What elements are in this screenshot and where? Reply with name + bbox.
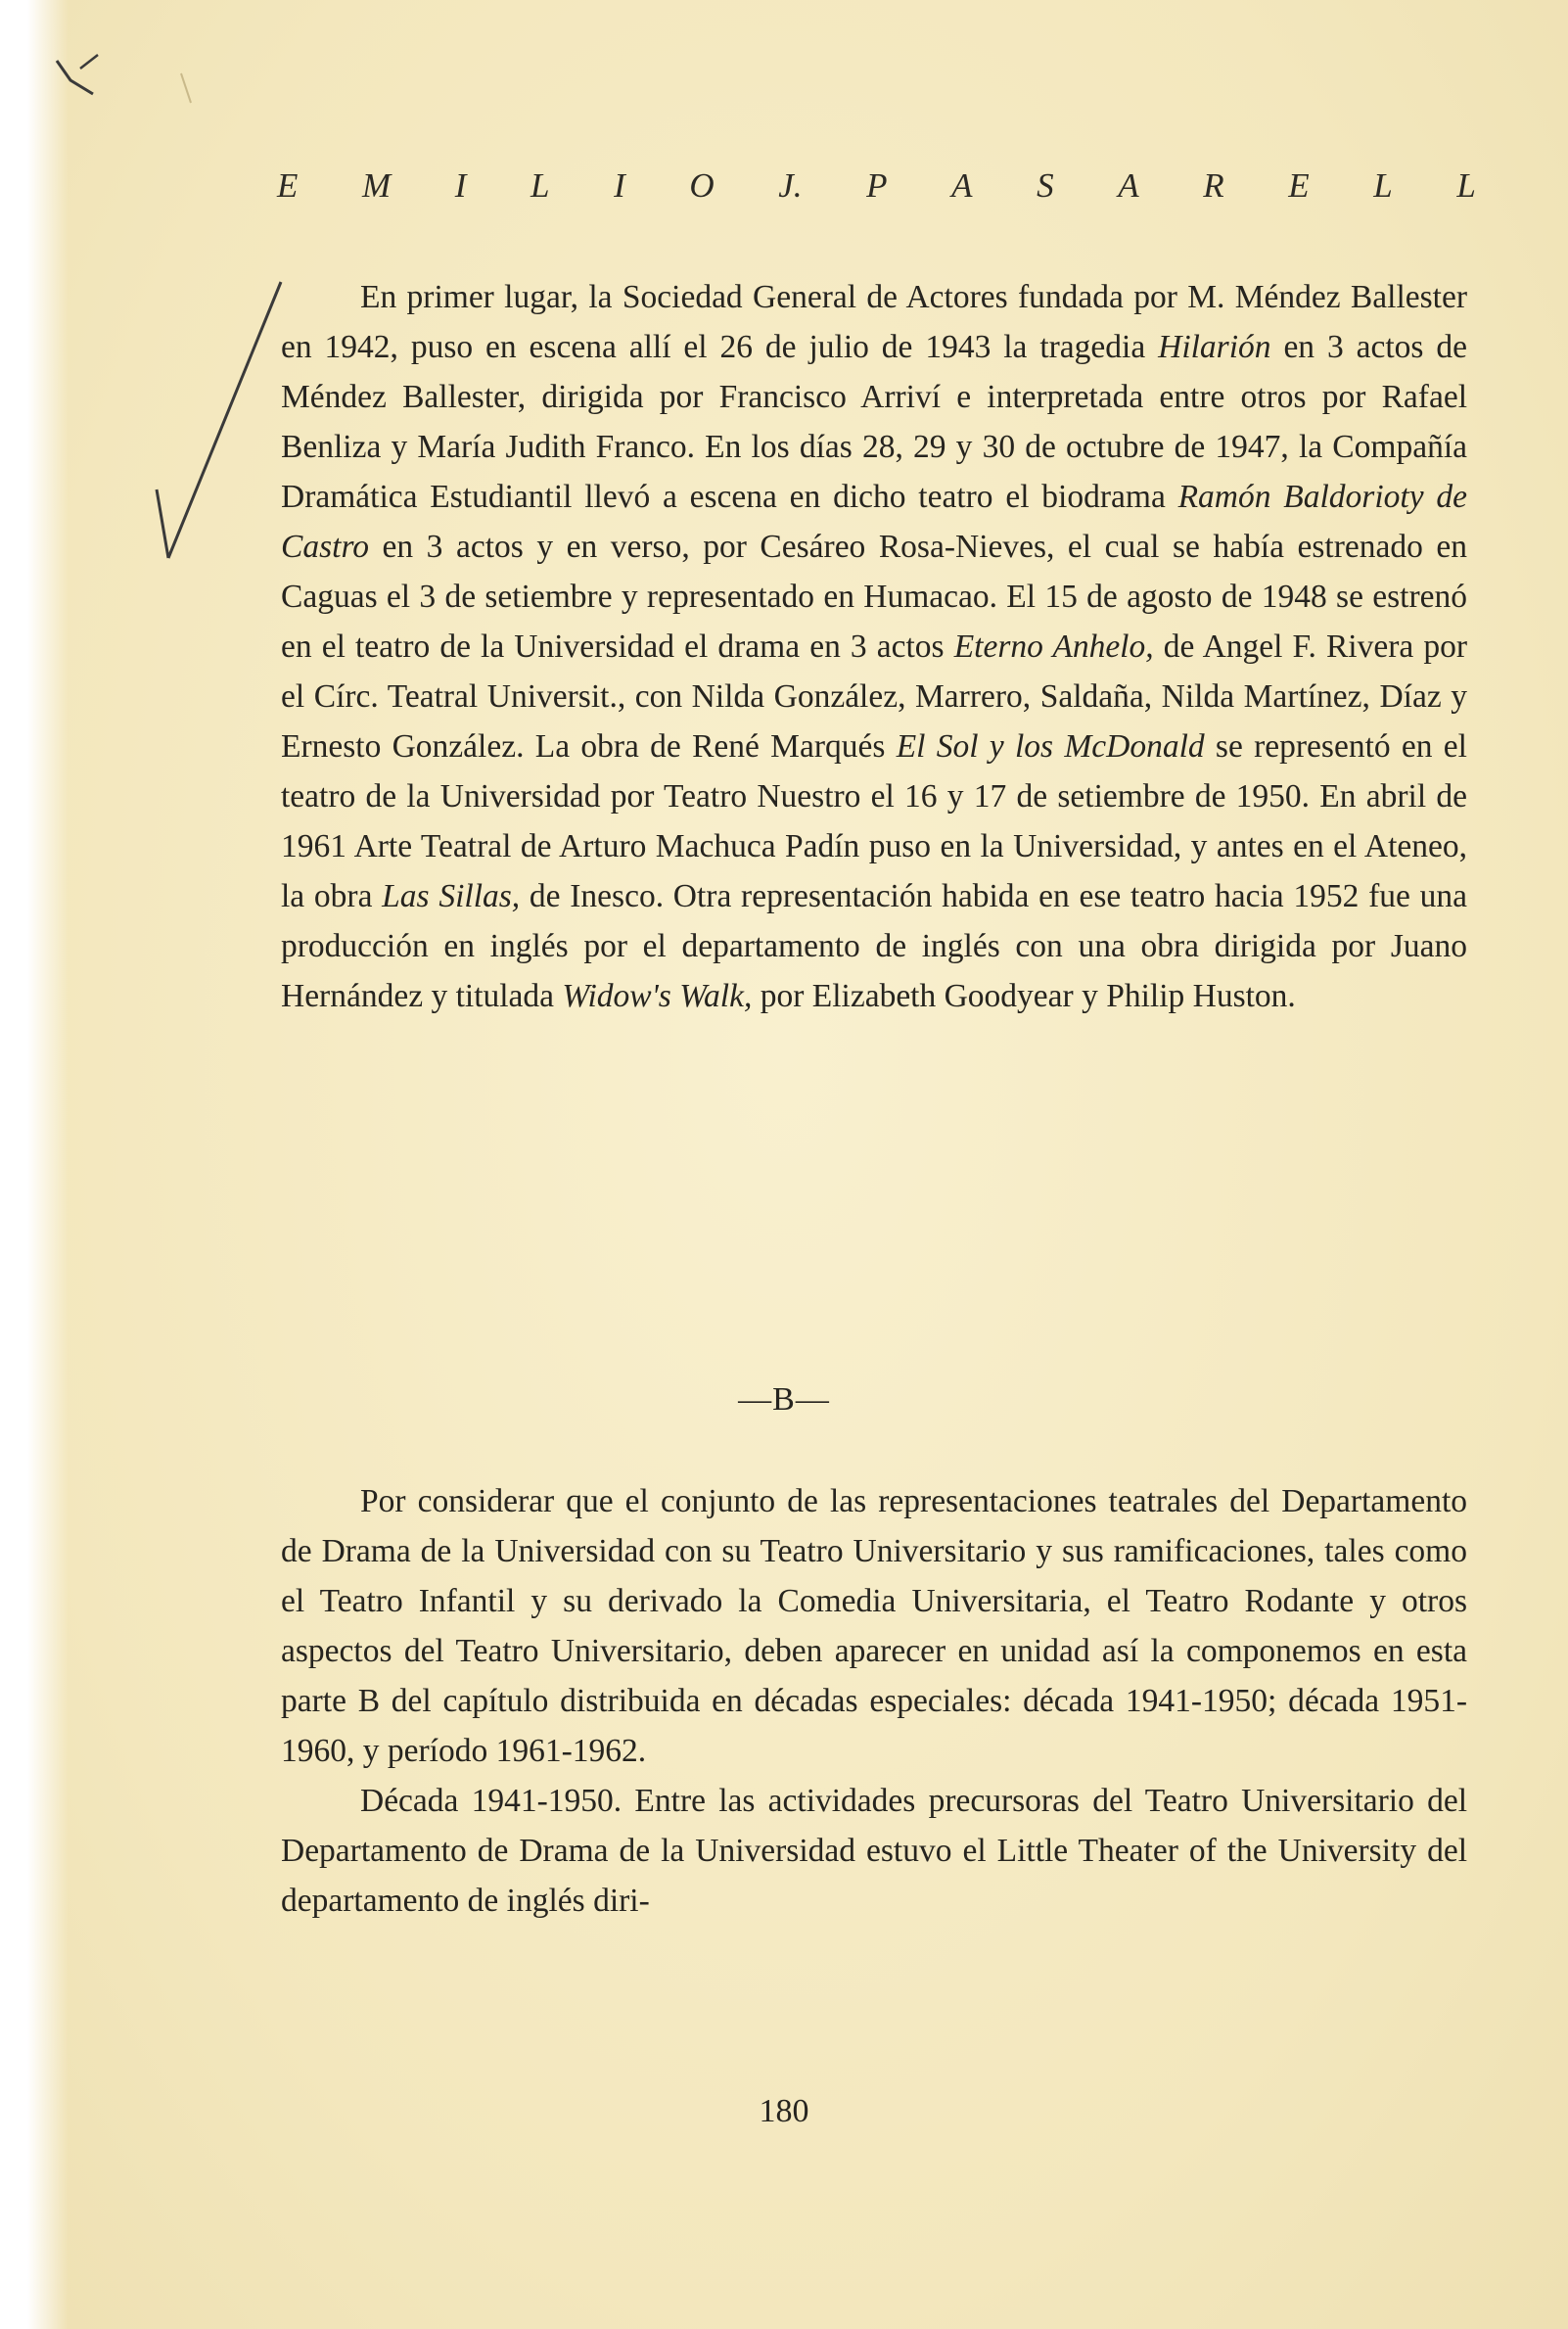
- paragraph-sociedad-general: [281, 272, 1467, 1021]
- title-el-sol-y-los-mcdonald: El Sol y los McDonald: [896, 728, 1205, 765]
- page-number: 180: [759, 2093, 809, 2129]
- paragraph-departamento-drama: Por considerar que el conjunto de las representaciones teatrales del Departamento de Drama de la Universidad con su Teatro Universitario y sus ramificaciones, tales como el Teatro Infantil y su derivado la Comedia Universitaria, el Teatro Rodante y otros aspectos del Teatro Universitario, deben aparecer en unidad así la componemos en esta parte B del capítulo distribuida en décadas especiales: década 1941-1950; década 1951-1960, y período 1961-1962.: [281, 1483, 1467, 1769]
- text-run: en 3 actos y en verso, por Cesáreo Rosa-Nieves, el cual se había estrenado en Caguas el 3 de setiembre y representado en Humacao. El 15 de agosto de 1948 se estrenó en el teatro de la Universidad el drama en 3 actos: [281, 529, 1467, 665]
- running-head-letter: J.: [778, 166, 803, 205]
- text-run: de Inesco. Otra representación habida en ese teatro hacia 1952 fue una producción en inglés por el departamento de inglés con una obra dirigida por Juano Hernández y titulada: [281, 878, 1467, 1014]
- title-las-sillas: Las Sillas,: [382, 878, 521, 914]
- running-head-letter: A: [1118, 166, 1139, 205]
- body-text-bottom: [281, 1476, 1467, 1926]
- text-run: En primer lugar, la Sociedad General de Actores fundada por M. Méndez Ballester en 1942, puso en escena allí el 26 de julio de 1943 la tragedia: [281, 279, 1467, 365]
- running-head-letter: M: [362, 166, 392, 205]
- running-head-letter: R: [1203, 166, 1224, 205]
- section-heading: —B—: [738, 1381, 830, 1418]
- title-eterno-anhelo: Eterno Anhelo,: [953, 629, 1154, 665]
- running-head-letter: I: [454, 166, 467, 205]
- running-head-letter: A: [951, 166, 973, 205]
- text-run: se representó en el teatro de la Universidad por Teatro Nuestro el 16 y 17 de setiembre de 1950. En abril de 1961 Arte Teatral de Arturo Machuca Padín puso en la Universidad, y antes en el Ateneo, la obra: [281, 728, 1467, 914]
- text-run: de Angel F. Rivera por el Círc. Teatral Universit., con Nilda González, Marrero, Saldaña, Nilda Martínez, Díaz y Ernesto González. La obra de René Marqués: [281, 629, 1467, 765]
- running-head-letter: L: [1373, 166, 1393, 205]
- title-widows-walk: Widow's Walk,: [562, 978, 753, 1014]
- body-text-top: [281, 272, 1467, 1021]
- running-head-letter: S: [1037, 166, 1054, 205]
- running-head-letter: E: [277, 166, 299, 205]
- running-head: [277, 166, 1476, 206]
- running-head-letter: E: [1288, 166, 1310, 205]
- running-head-letter: P: [866, 166, 888, 205]
- paragraph-decada-1941: Década 1941-1950. Entre las actividades precursoras del Teatro Universitario del Departamento de Drama de la Universidad estuvo el Little Theater of the University del departamento de inglés diri-: [281, 1783, 1467, 1919]
- text-run: en 3 actos de Méndez Ballester, dirigida por Francisco Arriví e interpretada entre otros por Rafael Benliza y María Judith Franco. En los días 28, 29 y 30 de octubre de 1947, la Compañía Dramática Estudiantil llevó a escena en dicho teatro el biodrama: [281, 329, 1468, 515]
- title-hilarion: Hilarión: [1158, 329, 1271, 365]
- title-ramon-baldorioty: Ramón Baldorioty de Castro: [281, 479, 1467, 565]
- running-head-letter: L: [530, 166, 550, 205]
- running-head-letter: O: [689, 166, 715, 205]
- running-head-letter: L: [1456, 166, 1476, 205]
- running-head-letter: I: [614, 166, 625, 205]
- text-run: por Elizabeth Goodyear y Philip Huston.: [752, 978, 1296, 1014]
